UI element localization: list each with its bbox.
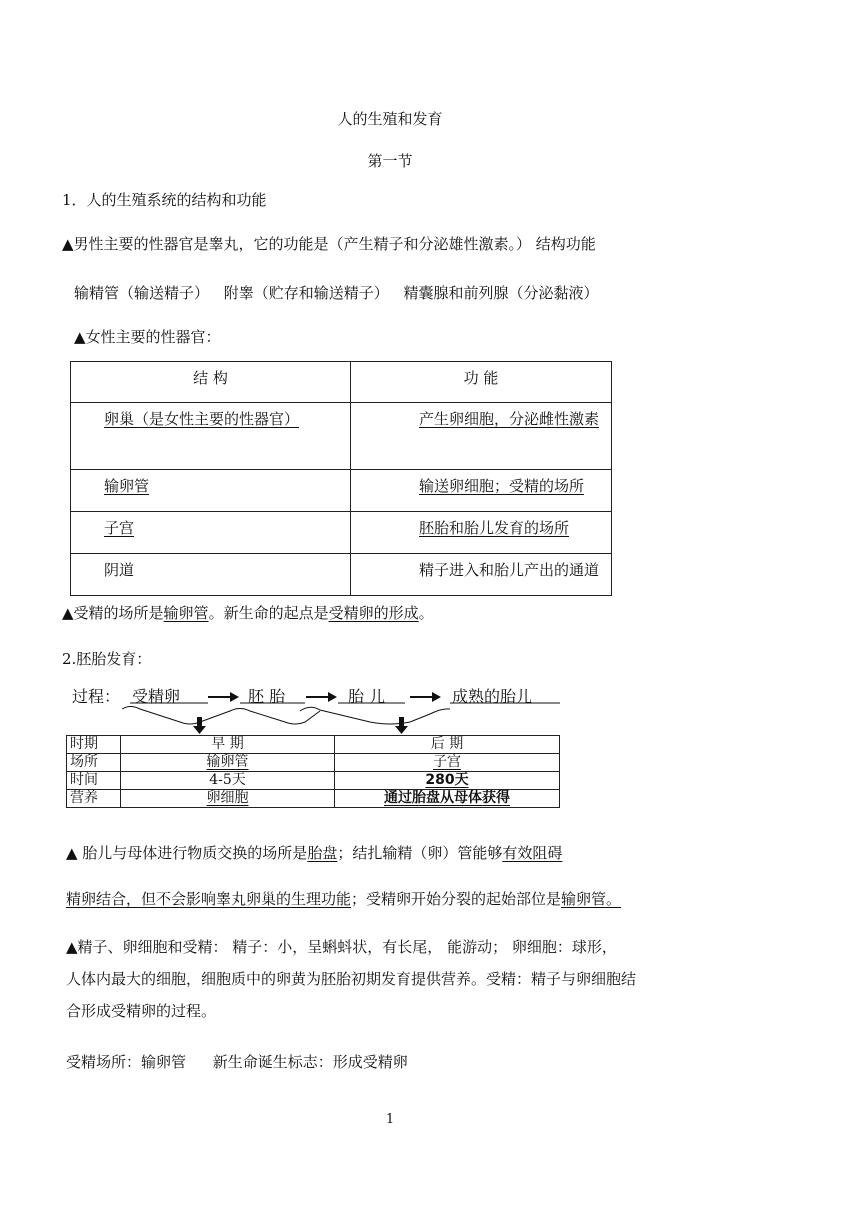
structure-cell: 子宫 xyxy=(104,519,135,537)
late-cell: 280天 xyxy=(425,772,469,788)
early-cell: 4-5天 xyxy=(121,772,335,790)
row-key: 营养 xyxy=(67,790,121,808)
text-run: ；受精卵开始分裂的起始部位是 xyxy=(351,890,562,908)
table-row xyxy=(67,772,560,790)
early-cell: 早 期 xyxy=(121,736,335,754)
row-key: 时期 xyxy=(67,736,121,754)
underlined-term: 精卵结合，但不会影响睾丸卵巢的生理功能 xyxy=(66,890,352,908)
underlined-term: 输卵管 xyxy=(163,604,209,622)
underlined-term: 胎盘 xyxy=(307,844,338,862)
bracket-late xyxy=(300,707,450,724)
process-step: 胎 儿 xyxy=(348,687,386,706)
table-header-row xyxy=(71,362,612,403)
text-run: ；结扎输精（卵）管能够 xyxy=(337,844,503,862)
late-cell: 通过胎盘从母体获得 xyxy=(384,790,510,806)
placenta-line-2 xyxy=(66,888,621,909)
row-key: 时间 xyxy=(67,772,121,790)
row-key: 场所 xyxy=(67,754,121,772)
page-title: 人的生殖和发育 xyxy=(337,110,443,128)
cells-paragraph-line-1: ▲精子、卵细胞和受精： 精子：小，呈蝌蚪状，有长尾， 能游动； 卵细胞：球形， xyxy=(66,938,617,956)
table-row xyxy=(67,736,560,754)
structure-cell: 卵巢（是女性主要的性器官） xyxy=(104,410,300,428)
text-run: 。新生命的起点是 xyxy=(208,604,329,622)
text-run: 。 xyxy=(418,604,434,622)
process-label: 过程： xyxy=(72,687,121,706)
table-row xyxy=(71,554,612,596)
page-number: 1 xyxy=(385,1112,395,1127)
header-structure: 结 构 xyxy=(71,362,351,403)
arrow-icon xyxy=(410,692,441,702)
development-table xyxy=(66,735,560,808)
table-row xyxy=(67,790,560,808)
underlined-term: 有效阻碍 xyxy=(502,844,563,862)
early-cell: 卵细胞 xyxy=(206,790,249,806)
down-arrow-icon xyxy=(193,726,206,734)
fertilization-site-line xyxy=(62,602,434,623)
process-step: 胚 胎 xyxy=(248,687,286,706)
cells-paragraph-line-3: 合形成受精卵的过程。 xyxy=(66,1002,217,1020)
summary-line: 受精场所：输卵管 新生命诞生标志：形成受精卵 xyxy=(66,1053,408,1071)
structure-cell: 阴道 xyxy=(104,561,135,579)
text-run: ▲受精的场所是 xyxy=(62,604,164,622)
header-function: 功 能 xyxy=(351,362,612,403)
underlined-term: 输卵管。 xyxy=(561,890,622,908)
process-step: 受精卵 xyxy=(132,687,181,706)
female-heading: ▲女性主要的性器官： xyxy=(74,328,221,346)
table-row xyxy=(67,754,560,772)
late-cell: 后 期 xyxy=(335,736,560,754)
male-organ-paragraph: ▲男性主要的性器官是睾丸，它的功能是（产生精子和分泌雄性激素。） 结构功能 xyxy=(62,235,596,253)
down-arrow-icon xyxy=(395,726,408,734)
section-2-heading: 2.胚胎发育： xyxy=(62,650,152,668)
text-run: ▲ 胎儿与母体进行物质交换的场所是 xyxy=(66,844,308,862)
function-cell: 产生卵细胞，分泌雌性激素 xyxy=(419,410,600,428)
structure-cell: 输卵管 xyxy=(104,477,150,495)
bracket-early xyxy=(122,707,320,725)
function-cell: 精子进入和胎儿产出的通道 xyxy=(419,561,600,579)
function-cell: 输送卵细胞；受精的场所 xyxy=(419,477,585,495)
cells-paragraph-line-2: 人体内最大的细胞，细胞质中的卵黄为胚胎初期发育提供营养。受精：精子与卵细胞结 xyxy=(66,970,637,988)
arrow-icon xyxy=(306,692,337,702)
process-step: 成熟的胎儿 xyxy=(452,687,533,706)
late-cell: 子宫 xyxy=(433,754,461,770)
female-organs-table xyxy=(70,361,612,596)
table-row xyxy=(71,470,612,512)
table-row xyxy=(71,512,612,554)
underlined-term: 受精卵的形成 xyxy=(328,604,419,622)
table-row xyxy=(71,403,612,470)
section-subtitle: 第一节 xyxy=(367,152,413,170)
function-cell: 胚胎和胎儿发育的场所 xyxy=(419,519,570,537)
male-structures-line: 输精管（输送精子） 附睾（贮存和输送精子） 精囊腺和前列腺（分泌黏液） xyxy=(74,284,599,302)
arrow-icon xyxy=(208,692,239,702)
early-cell: 输卵管 xyxy=(206,754,249,770)
placenta-line-1 xyxy=(66,842,562,863)
development-process-diagram xyxy=(70,684,570,736)
section-1-heading: 1．人的生殖系统的结构和功能 xyxy=(62,191,267,209)
